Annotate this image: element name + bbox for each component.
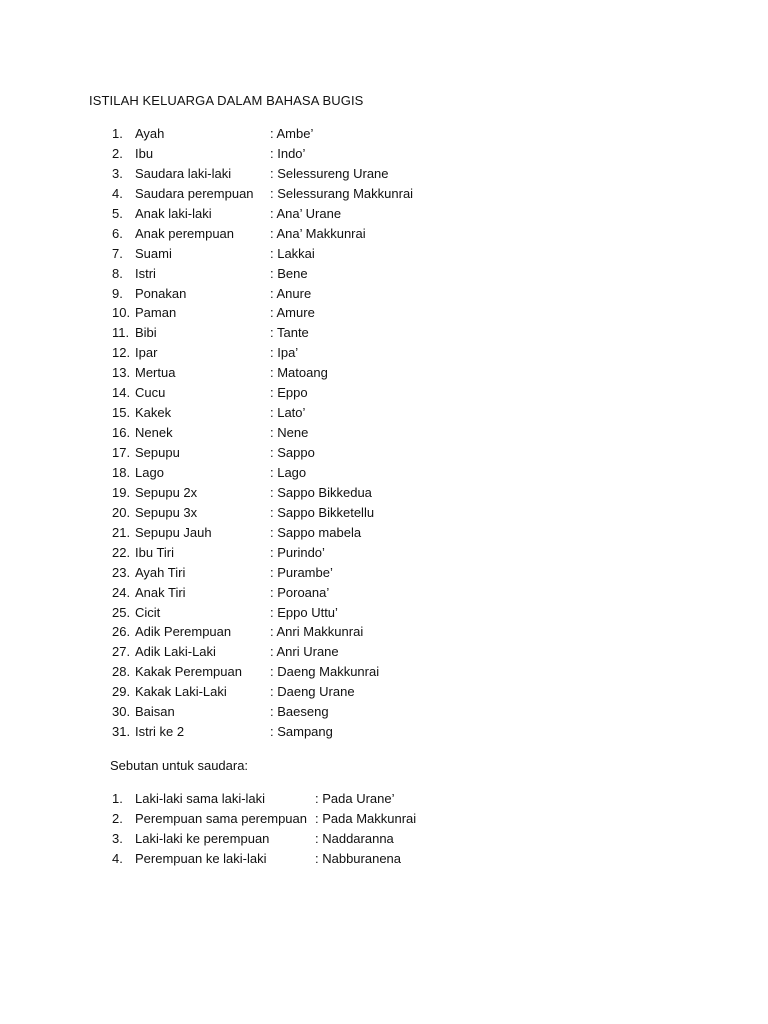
list-item-number: 15. [112,405,131,421]
list-item-number: 2. [112,810,123,826]
list-item-meaning: : Sappo mabela [270,524,362,540]
list-item-number: 28. [112,664,131,680]
list-item-meaning: : Sappo Bikkedua [270,484,372,500]
list-item-term: Cicit [135,604,161,620]
list-item-number: 12. [112,345,131,361]
list-item-term: Ayah Tiri [135,564,186,580]
list-item-term: Kakak Perempuan [135,664,242,680]
list-item-meaning: : Anure [270,285,312,301]
list-item-meaning: : Sampang [270,724,333,740]
list-item-term: Lago [135,464,164,480]
document-title: ISTILAH KELUARGA DALAM BAHASA BUGIS [89,93,364,108]
list-item-meaning: : Ambe’ [270,126,314,141]
list-item-term: Anak Tiri [135,584,186,600]
list-item-term: Ibu Tiri [135,544,175,560]
list-item-term: Laki-laki sama laki-laki [135,791,266,806]
sibling-terms-heading: Sebutan untuk saudara: [110,758,249,773]
list-item-number: 30. [112,704,131,720]
list-item-number: 4. [112,850,123,866]
list-item-meaning: : Ana’ Urane [270,205,342,221]
list-item-term: Ponakan [135,285,187,301]
list-item-number: 18. [112,464,131,480]
list-item-meaning: : Eppo [270,385,308,401]
list-item-number: 31. [112,724,131,740]
list-item-number: 19. [112,484,131,500]
list-item-term: Mertua [135,365,176,381]
list-item-number: 22. [112,544,131,560]
list-item-number: 13. [112,365,131,381]
list-item-term: Ipar [135,345,158,361]
list-item-term: Sepupu 3x [135,504,198,520]
list-item-number: 6. [112,225,123,241]
list-item-term: Paman [135,305,177,321]
list-item-meaning: : Matoang [270,365,328,381]
list-item-number: 11. [112,325,130,341]
list-item-term: Sepupu [135,445,180,460]
list-item-number: 27. [112,644,131,660]
list-item-meaning: : Sappo Bikketellu [270,504,375,520]
list-item-number: 20. [112,504,131,520]
list-item-number: 1. [112,126,123,141]
list-item-number: 21. [112,524,131,540]
list-item-meaning: : Lato’ [270,405,306,421]
list-item-number: 3. [112,165,123,181]
list-item-meaning: : Baeseng [270,704,329,720]
list-item-term: Kakak Laki-Laki [135,684,227,700]
list-item-number: 8. [112,265,123,281]
list-item-meaning: : Nabburanena [315,850,402,866]
list-item-meaning: : Daeng Urane [270,684,355,700]
list-item-meaning: : Purambe’ [270,564,333,580]
list-item-number: 29. [112,684,131,700]
list-item-meaning: : Nene [270,425,309,441]
list-item-meaning: : Daeng Makkunrai [270,664,380,680]
list-item-number: 10. [112,305,131,321]
list-item-meaning: : Poroana’ [270,584,330,600]
list-item-meaning: : Ipa’ [270,345,299,361]
list-item-meaning: : Lago [270,464,307,480]
list-item-term: Saudara laki-laki [135,165,232,181]
list-item-term: Bibi [135,325,157,341]
list-item-number: 4. [112,185,123,201]
list-item-number: 5. [112,205,123,221]
list-item-term: Perempuan ke laki-laki [135,850,267,866]
list-item-term: Sepupu 2x [135,484,198,500]
list-item-meaning: : Indo’ [270,145,306,161]
list-item-number: 24. [112,584,131,600]
list-item-number: 3. [112,830,123,846]
list-item-meaning: : Selessurang Makkunrai [270,185,414,201]
list-item-term: Sepupu Jauh [135,524,212,540]
list-item-term: Suami [135,245,172,261]
list-item-term: Kakek [135,405,172,421]
list-item-term: Baisan [135,704,175,720]
list-item-meaning: : Lakkai [270,245,315,261]
list-item-term: Cucu [135,385,166,401]
list-item-term: Ibu [135,145,154,161]
list-item-meaning: : Anri Makkunrai [270,624,364,640]
list-item-term: Laki-laki ke perempuan [135,830,270,846]
list-item-number: 2. [112,145,123,161]
list-item-meaning: : Bene [270,265,308,281]
list-item-term: Adik Perempuan [135,624,232,640]
list-item-term: Istri [135,265,156,281]
list-item-meaning: : Tante [270,325,309,341]
list-item-meaning: : Pada Urane’ [315,791,395,806]
list-item-term: Adik Laki-Laki [135,644,216,660]
list-item-meaning: : Sappo [270,445,315,460]
list-item-term: Istri ke 2 [135,724,185,740]
list-item-number: 23. [112,564,131,580]
list-item-meaning: : Anri Urane [270,644,339,660]
list-item-number: 9. [112,285,123,301]
list-item-number: 16. [112,425,131,441]
list-item-number: 26. [112,624,131,640]
list-item-term: Perempuan sama perempuan [135,810,307,826]
list-item-meaning: : Naddaranna [315,830,394,846]
list-item-meaning: : Amure [270,305,315,321]
list-item-number: 17. [112,445,131,460]
list-item-number: 1. [112,791,123,806]
list-item-term: Anak perempuan [135,225,235,241]
list-item-meaning: : Eppo Uttu’ [270,604,338,620]
list-item-number: 7. [112,245,123,261]
list-item-term: Nenek [135,425,173,441]
list-item-number: 25. [112,604,131,620]
list-item-meaning: : Purindo’ [270,544,325,560]
list-item-meaning: : Selessureng Urane [270,165,389,181]
list-item-term: Saudara perempuan [135,185,254,201]
list-item-meaning: : Ana’ Makkunrai [270,225,366,241]
list-item-term: Anak laki-laki [135,205,212,221]
list-item-number: 14. [112,385,131,401]
list-item-meaning: : Pada Makkunrai [315,810,417,826]
list-item-term: Ayah [135,126,165,141]
